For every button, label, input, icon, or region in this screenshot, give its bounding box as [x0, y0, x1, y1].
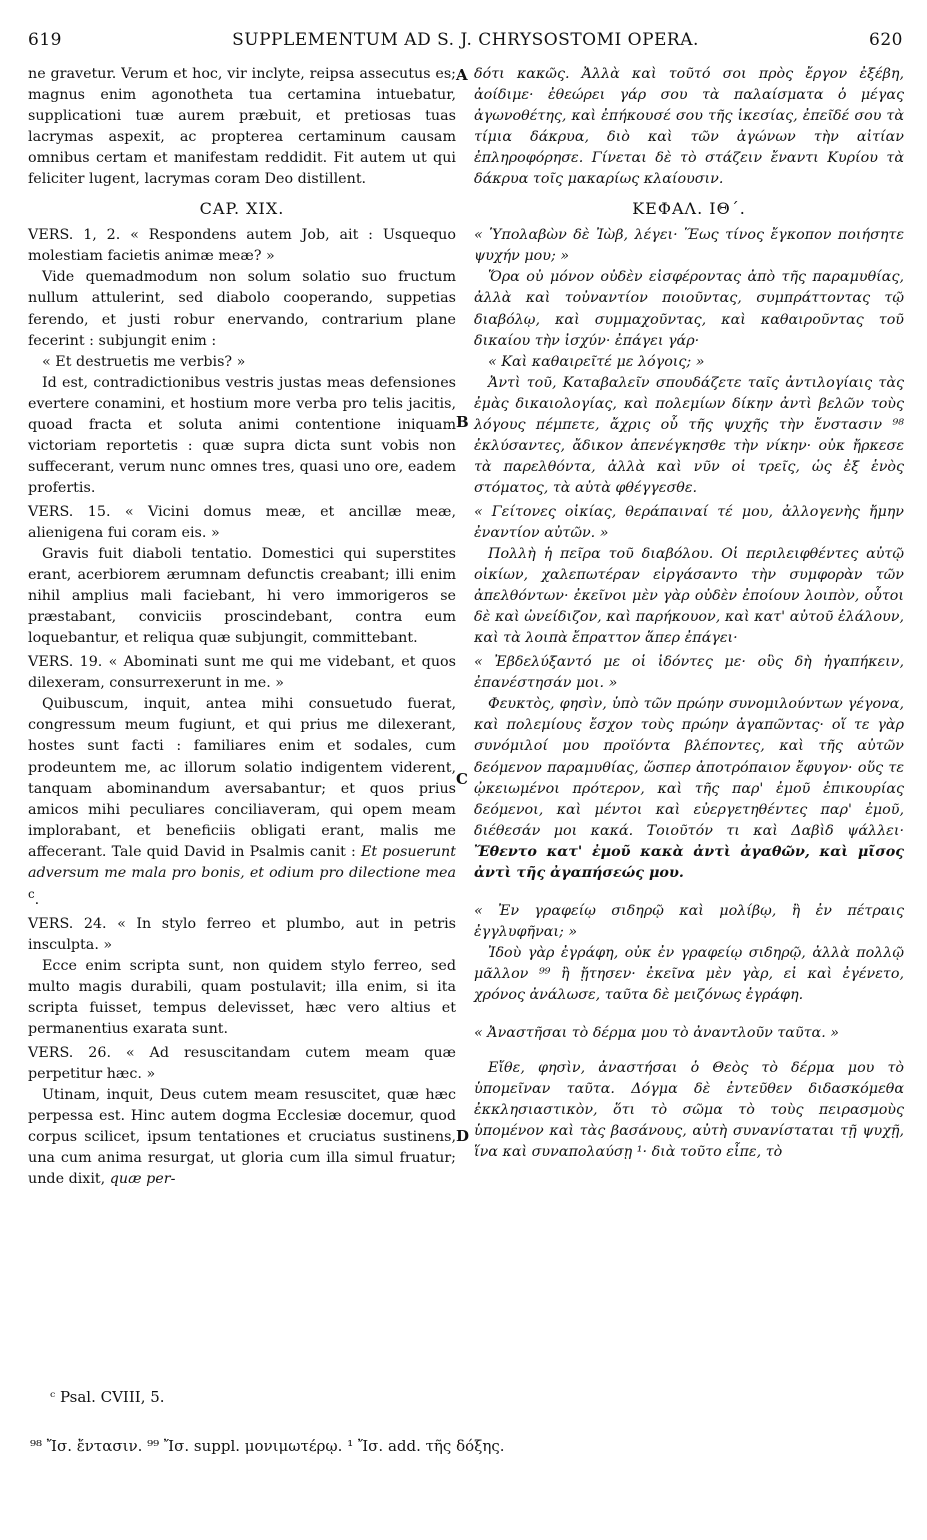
footnote-greek: ⁹⁸ Ἴσ. ἔντασιν. ⁹⁹ Ἴσ. suppl. μονιμωτέρῳ. ¹ Ἴσ. add. τῆς δόξης. — [30, 1437, 505, 1455]
latin-italic: quæ per- — [109, 1171, 176, 1188]
latin-paragraph: ne gravetur. Verum et hoc, vir inclyte, reipsa assecutus es; magnus enim agonotheta tua certamina intuebatur, supplicationi tuæ aurem præbuit, et pretiosas tuas lacrymas aspexit, ac propterea certaminum causam omnibus certam et manifestam reddidit. Fit autem ut qui feliciter lugent, lacrymas coram Deo distillent. — [28, 66, 456, 188]
margin-marker-b: B — [456, 413, 469, 431]
footnote-latin: ᶜ Psal. CVIII, 5. — [50, 1388, 165, 1406]
margin-marker-d: D — [456, 1127, 470, 1145]
greek-paragraph: Εἴθε, φησὶν, ἀναστήσαι ὁ Θεὸς τὸ δέρμα μου τὸ ὑπομεῖναν ταῦτα. Δόγμα δὲ ἐντεῦθεν διδασκόμεθα ἐκκλησιαστικὸν, ὅτι τὸ σῶμα τὸ τοὺς πειρασμοὺς ὑπομένον καὶ τὰς βασάνους, αὐτὴ συνανίσταται τῇ ψυχῇ, ἵνα καὶ συναπολαύσῃ ¹· διὰ τοῦτο εἶπε, τὸ — [474, 1060, 904, 1161]
latin-psalm-quote: Et posuerunt adversum me mala pro bonis, et odium pro dilectione mea — [28, 843, 456, 881]
latin-verse: VERS. 24. « In stylo ferreo et plumbo, aut in petris insculpta. » — [28, 915, 456, 953]
page-number-right: 620 — [869, 30, 903, 50]
latin-quote: « Et destruetis me verbis? » — [42, 353, 246, 370]
latin-verse: VERS. 26. « Ad resuscitandam cutem meam quæ perpetitur hæc. » — [28, 1044, 456, 1082]
latin-text: Quibuscum, inquit, antea mihi consuetudo fuerat, congressum meum fugiunt, et qui prius me dilexerant, hostes sunt facti : familiares enim et sodales, cum prodeuntem me, ac illorum solatio indigentem viderent, tanquam abominandum aversabantur; et quos prius amicos mihi peculiares conciliaveram, qui opem meam implorabant, et beneficiis obligati erant, malis me affecerant. Tale quid David in Psalmis canit : — [28, 696, 456, 860]
latin-verse: VERS. 1, 2. « Respondens autem Job, ait : Usquequo molestiam facietis animæ meæ? » — [28, 227, 456, 265]
greek-quote: « Καὶ καθαιρεῖτέ με λόγοις; » — [488, 353, 705, 370]
greek-verse: « Ἐβδελύξαντό με οἱ ἰδόντες με· οὓς δὴ ἠγαπήκειν, ἐπανέστησάν μοι. » — [474, 654, 904, 692]
latin-paragraph: Gravis fuit diaboli tentatio. Domestici qui superstites erant, acerbiorem ærumnam defunctis creabant; illi enim nihil amplius mali faciebant, hi vero immorigeros se præstabant, conviciis proscindebant, contra eum loquebantur, et reliqua quæ subjungit, committebant. — [28, 546, 456, 647]
latin-paragraph: Quibuscum, inquit, antea mihi consuetudo fuerat, congressum meum fugiunt, et qui prius me dilexerant, hostes sunt facti : familiares enim et sodales, cum prodeuntem me, ac illorum solatio indigentem viderent, tanquam abominandum aversabantur; et quos prius amicos mihi peculiares conciliaveram, qui opem meam implorabant, et beneficiis obligati erant, malis me affecerant. Tale quid David in Psalmis canit : Et posuerunt adversum me mala pro bonis, et odium pro dilectione mea $^c$. — [28, 696, 456, 908]
greek-verse: « Ὑπολαβὼν δὲ Ἰὼβ, λέγει· Ἕως τίνος ἔγκοπον ποιήσητε ψυχήν μου; » — [474, 227, 904, 265]
latin-paragraph — [28, 1085, 456, 1190]
greek-psalm-quote: Ἔθεντο κατ' ἐμοῦ κακὰ ἀντὶ ἀγαθῶν, καὶ μῖσος ἀντὶ τῆς ἀγαπήσεώς μου. — [474, 843, 904, 881]
latin-verse: VERS. 15. « Vicini domus meæ, et ancillæ meæ, alienigena fui coram eis. » — [28, 503, 456, 541]
latin-paragraph: Vide quemadmodum non solum solatio suo fructum nullum attulerint, sed diabolo cooperando, suppetias ferendo, et justi robur enervando, contrarium plane fecerint : subjungit enim : — [28, 269, 456, 349]
latin-text: Utinam, inquit, Deus cutem meam resuscitet, quæ hæc perpessa est. Hinc autem dogma Ecclesiæ docemur, quod corpus scilicet, ipsum tentationes et cruciatus sustinens, una cum anima resurgat, ut gloria cum illa simul fruatur; unde dixit, — [28, 1086, 456, 1188]
latin-verse: VERS. 19. « Abominati sunt me qui me videbant, et quos dilexeram, consurrexerunt in me. » — [28, 654, 456, 692]
latin-paragraph: Ecce enim scripta sunt, non quidem stylo ferreo, sed multo magis durabili, quam postulavit; illa enim, si ita scripta fuisset, tempus delevisset, hæc vero altius et permanentius exarata sunt. — [28, 957, 456, 1037]
latin-paragraph: Id est, contradictionibus vestris justas meas defensiones evertere conamini, et hostium more verba pro telis jacitis, quoad fracta et soluta animi contentione iniquam victoriam reportetis : quæ supra dicta sunt vobis non suffecerant, verum nunc omnes tres, quasi uno ore, eadem profertis. — [28, 374, 456, 496]
margin-marker-a: A — [456, 66, 468, 84]
latin-column — [28, 64, 456, 1190]
footnote-ref: c — [28, 886, 35, 901]
greek-paragraph: δότι κακῶς. Ἀλλὰ καὶ τοῦτό σοι πρὸς ἔργον ἐξέβη, ἀοίδιμε· ἐθεώρει γάρ σου τὰ παλαίσματα ὁ μέγας ἀγωνοθέτης, καὶ ἐπήκουσέ σου τῆς ἱκεσίας, ἐπεῖδέ σου τὰ τίμια δάκρυα, διὸ καὶ τῶν ἀγώνων τὴν αἰτίαν ἐπληροφόρησε. Γίνεται δὲ τὸ στάζειν ἔναντι Κυρίου τὰ δάκρυα τοῖς μακαρίως κλαίουσιν. — [474, 66, 904, 188]
greek-paragraph: Πολλὴ ἡ πεῖρα τοῦ διαβόλου. Οἱ περιλειφθέντες αὐτῷ οἰκίων, χαλεπωτέραν εἰργάσαντο τὴν συμφορὰν τῶν ἀπελθόντων· ἐκεῖνοι μὲν γὰρ οὐδὲν ἐποίουν λοιπὸν, οὗτοι δὲ καὶ ὠνείδιζον, καὶ παρήκουον, καὶ κατ' αὐτοῦ ἐλάλουν, καὶ τὰ λοιπὰ ἔπραττον ἅπερ ἐπάγει· — [474, 546, 904, 647]
greek-paragraph — [474, 694, 904, 883]
margin-marker-c: C — [456, 770, 468, 788]
greek-paragraph: Ἰδοὺ γὰρ ἐγράφη, οὐκ ἐν γραφείῳ σιδηρῷ, ἀλλὰ πολλῷ μᾶλλον ⁹⁹ ἢ ᾔτησεν· ἐκεῖνα μὲν γὰρ, εἰ καὶ ἐγένετο, χρόνος ἀνάλωσε, ταῦτα δὲ μειζόνως ἐγράφη. — [474, 944, 904, 1003]
greek-paragraph: Ὅρα οὐ μόνον οὐδὲν εἰσφέροντας ἀπὸ τῆς παραμυθίας, ἀλλὰ καὶ τοὐναντίον ποιοῦντας, συμπράττοντας τῷ διαβόλῳ, καὶ συμμαχοῦντας, καὶ καθαιροῦντας τοῦ δικαίου τὴν ἰσχύν· ἐπάγει γάρ· — [474, 269, 904, 349]
greek-text: Φευκτὸς, φησὶν, ὑπὸ τῶν πρώην συνομιλούντων γέγονα, καὶ πολεμίους ἔσχον τοὺς πρώην ἀγαπῶντας· οἵ τε γὰρ συνόμιλοί μου προϊόντα βλέποντες, καὶ τῆς αὐτῶν δεόμενον παραμυθίας, ὥσπερ ἀποτρόπαιον ἔφυγον· οὕς τε ᾠκειωμένοι πρότερον, καὶ τῆς παρ' ἐμοῦ ἐπικουρίας δεόμενοι, καὶ μέντοι καὶ εὐεργετηθέντες παρ' ἐμοῦ, διέθεσάν μοι κακά. Τοιοῦτόν τι καὶ Δαβὶδ ψάλλει· — [474, 696, 904, 839]
running-title: SUPPLEMENTUM AD S. J. CHRYSOSTOMI OPERA. — [232, 30, 699, 50]
greek-verse: « Ἀναστῆσαι τὸ δέρμα μου τὸ ἀναντλοῦν ταῦτα. » — [474, 1025, 840, 1042]
greek-verse: « Γείτονες οἰκίας, θεράπαιναί τέ μου, ἀλλογενὴς ἤμην ἐναντίον αὐτῶν. » — [474, 503, 904, 541]
greek-paragraph: Ἀντὶ τοῦ, Καταβαλεῖν σπουδάζετε ταῖς ἀντιλογίαις τὰς ἐμὰς δικαιολογίας, καὶ πολεμίων δίκην ἀντὶ βελῶν τοὺς λόγους πέμπετε, ἄχρις οὗ τῆς ψυχῆς τὴν ἔνστασιν ⁹⁸ ἐκλύσαντες, ἄδικον ἀπενέγκησθε τὴν νίκην· οὐκ ἤρκεσε τὰ παρελθόντα, ἀλλὰ καὶ νῦν οἱ τρεῖς, ὡς ἐξ ἑνὸς στόματος, τὰ αὐτὰ φθέγγεσθε. — [474, 374, 904, 496]
latin-chapter-heading: CAP. XIX. — [199, 199, 285, 219]
greek-verse: « Ἐν γραφείῳ σιδηρῷ καὶ μολίβῳ, ἢ ἐν πέτραις ἐγγλυφῆναι; » — [474, 902, 904, 940]
greek-chapter-heading: ΚΕΦΑΛ. ΙΘ΄. — [632, 199, 746, 219]
greek-column — [474, 64, 904, 1163]
page-header — [28, 30, 903, 52]
page-number-left: 619 — [28, 30, 62, 50]
